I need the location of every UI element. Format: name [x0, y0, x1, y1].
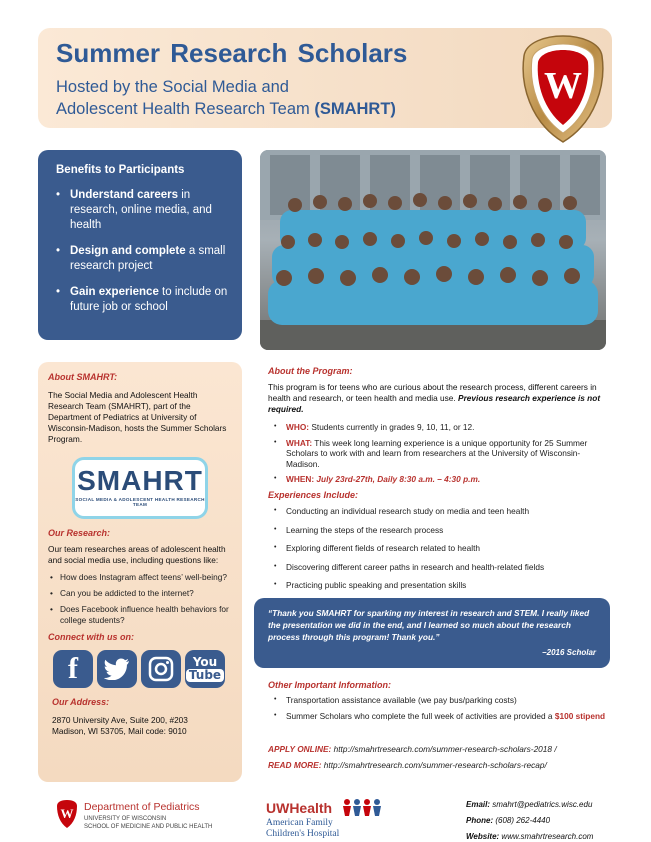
benefit-item: • Gain experience to include on future job or school [56, 285, 228, 315]
group-photo [260, 150, 606, 350]
list-item: • Exploring different fields of research related to health [268, 543, 608, 554]
research-questions-list [48, 572, 232, 626]
list-item: • Summer Scholars who complete the full week of activities are provided a $100 stipend [268, 711, 608, 722]
list-item: • Discovering different career paths in research and health-related fields [268, 562, 608, 573]
about-program-section [268, 366, 608, 490]
svg-text:W: W [60, 806, 74, 821]
experiences-section [268, 490, 608, 599]
quote-author: –2016 Scholar [542, 648, 596, 657]
dept-university: UNIVERSITY OF WISCONSIN [84, 816, 167, 822]
uw-crest-logo [520, 34, 606, 146]
read-more-link[interactable]: READ MORE: http://smahrtresearch.com/summer-research-scholars-recap/ [268, 760, 547, 770]
contact-phone: Phone: (608) 262-4440 [466, 816, 551, 825]
benefits-box [38, 150, 242, 340]
group-photo-illustration [260, 150, 606, 350]
list-item: • Conducting an individual research study on media and teen health [268, 506, 608, 517]
list-item: • Practicing public speaking and presentation skills [268, 580, 608, 591]
apply-online-link[interactable]: APPLY ONLINE: http://smahrtresearch.com/summer-research-scholars-2018 / [268, 744, 557, 754]
pediatrics-logo [56, 797, 226, 837]
youtube-icon[interactable]: You Tube [185, 650, 225, 688]
list-item: • Transportation assistance available (we pay bus/parking costs) [268, 695, 608, 706]
dept-school: SCHOOL OF MEDICINE AND PUBLIC HEALTH [84, 824, 213, 830]
left-info-column [38, 362, 242, 782]
instagram-camera-icon [148, 656, 174, 682]
program-what: • WHAT: This week long learning experience is a unique opportunity for 25 Summer Scholars to work with and learn from researchers at the University of Wisconsin-Madison. [268, 438, 608, 470]
smahrt-logo [72, 457, 208, 519]
program-details-list [268, 422, 608, 485]
other-info-list [268, 695, 608, 721]
header-subtitle: Hosted by the Social Media and Adolescent Health Research Team (SMAHRT) [56, 78, 396, 118]
smahrt-logo-tagline: SOCIAL MEDIA & ADOLESCENT HEALTH RESEARCH TEAM [75, 497, 205, 507]
list-item: • How does Instagram affect teens’ well-being? [48, 572, 232, 583]
contact-email[interactable]: Email: smahrt@pediatrics.wisc.edu [466, 800, 593, 809]
smahrt-logo-word: SMAHRT [77, 465, 203, 496]
list-item: • Learning the steps of the research process [268, 525, 608, 536]
address-heading: Our Address: [52, 697, 110, 707]
address-text: 2870 University Ave, Suite 200, #203 Madison, WI 53705, Mail code: 9010 [52, 715, 188, 736]
page-title: Summer Research Scholars [56, 38, 408, 68]
hospital-name: American Family Children's Hospital [266, 818, 340, 839]
program-who: • WHO: Students currently in grades 9, 10, 11, or 12. [268, 422, 608, 433]
instagram-icon[interactable] [141, 650, 181, 688]
twitter-bird-icon [104, 658, 130, 680]
our-research-heading: Our Research: [48, 528, 111, 538]
contact-website[interactable]: Website: www.smahrtresearch.com [466, 832, 594, 841]
twitter-icon[interactable] [97, 650, 137, 688]
about-program-heading: About the Program: [268, 366, 353, 376]
testimonial-quote [254, 598, 610, 668]
facebook-icon[interactable]: f [53, 650, 93, 688]
about-smahrt-text: The Social Media and Adolescent Health Research Team (SMAHRT), part of the Department of Pediatrics at University of Wisconsin-Madison, hosts the Summer Scholars Program. [48, 390, 227, 444]
quote-text: “Thank you SMAHRT for sparking my interest in research and STEM. I really liked the presentation we did in the end, and I learned so much about the research process through this program! Thank you.” [268, 608, 590, 642]
social-icons [48, 650, 232, 688]
children-figures-icon [342, 798, 384, 818]
our-research-text: Our team researches areas of adolescent health and social media use, including questions like: [48, 544, 226, 565]
uw-crest-small-icon [56, 799, 78, 829]
program-when: • WHEN: July 23rd-27th, Daily 8:30 a.m. – 4:30 p.m. [268, 474, 608, 485]
other-info-heading: Other Important Information: [268, 680, 391, 690]
links-section [268, 744, 608, 770]
program-intro: This program is for teens who are curious about the research process, different careers in health and research, or teen health and media use. Previous research experience is not required. [268, 382, 601, 414]
dept-name: Department of Pediatrics [84, 801, 200, 813]
list-item: • Does Facebook influence health behaviors for college students? [48, 604, 232, 626]
list-item: • Can you be addicted to the internet? [48, 588, 232, 599]
crest-letter: W [544, 65, 582, 107]
benefit-item: • Design and complete a small research project [56, 244, 228, 274]
header-banner [38, 28, 612, 128]
connect-heading: Connect with us on: [48, 632, 134, 642]
other-info-section [268, 680, 608, 726]
about-smahrt-heading: About SMAHRT: [48, 372, 118, 382]
experiences-list [268, 506, 608, 591]
uw-health-wordmark: UWHealth [266, 800, 333, 816]
experiences-heading: Experiences Include: [268, 490, 359, 500]
uw-health-logo [266, 798, 406, 842]
contact-info [466, 797, 593, 842]
benefits-title: Benefits to Participants [56, 164, 185, 176]
benefit-item: • Understand careers in research, online media, and health [56, 188, 228, 233]
